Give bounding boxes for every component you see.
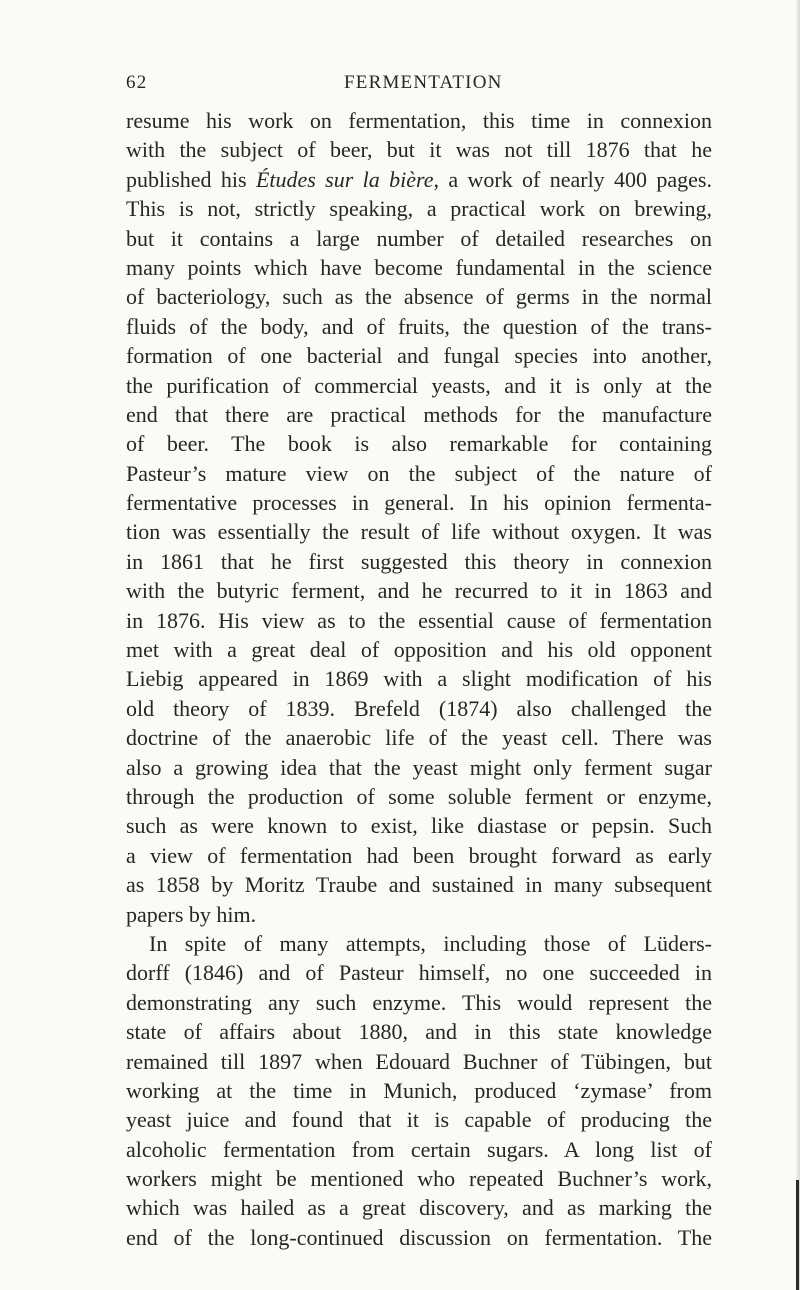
paragraph-end-line: papers by him. <box>126 901 257 927</box>
text-line: fluids of the body, and of fruits, the question of the trans- <box>126 313 712 339</box>
text-line: of beer. The book is also remarkable for containing <box>126 431 712 457</box>
running-head: FERMENTATION <box>344 72 503 93</box>
text-line: in 1876. His view as to the essential cause of fermentation <box>126 607 712 633</box>
paragraph-start-line: In spite of many attempts, including those of Lüders- <box>149 930 712 956</box>
text-line: but it contains a large number of detailed researches on <box>126 225 712 251</box>
text-line: alcoholic fermentation from certain sugars. A long list of <box>126 1136 712 1162</box>
text-line: such as were known to exist, like diastase or pepsin. Such <box>126 813 712 839</box>
binding-shadow <box>796 1180 799 1290</box>
text-line: end that there are practical methods for the manufacture <box>126 401 712 427</box>
book-title: Études sur la bière <box>255 166 434 192</box>
text-line: as 1858 by Moritz Traube and sustained in many subsequent <box>126 872 712 898</box>
text-line: yeast juice and found that it is capable of producing the <box>126 1107 712 1133</box>
text-line: dorff (1846) and of Pasteur himself, no one succeeded in <box>126 960 712 986</box>
text-line: the purification of commercial yeasts, and it is only at the <box>126 372 712 398</box>
text-line: published his Études sur la bière, a work of nearly 400 pages. <box>126 166 712 192</box>
text-line: state of affairs about 1880, and in this state knowledge <box>126 1019 712 1045</box>
text-line: workers might be mentioned who repeated Buchner’s work, <box>126 1166 712 1192</box>
text-line: in 1861 that he first suggested this theory in connexion <box>126 548 712 574</box>
text-line: met with a great deal of opposition and his old opponent <box>126 637 712 663</box>
text-line: tion was essentially the result of life without oxygen. It was <box>126 519 712 545</box>
text-line: a view of fermentation had been brought forward as early <box>126 842 712 868</box>
page-number: 62 <box>126 72 148 93</box>
text-line: resume his work on fermentation, this time in connexion <box>126 108 712 133</box>
text-line: This is not, strictly speaking, a practical work on brewing, <box>126 196 712 222</box>
text-line: with the butyric ferment, and he recurred to it in 1863 and <box>126 578 712 604</box>
text-line: which was hailed as a great discovery, and as marking the <box>126 1195 712 1221</box>
text-line: remained till 1897 when Edouard Buchner of Tübingen, but <box>126 1048 712 1074</box>
text-line: demonstrating any such enzyme. This would represent the <box>126 989 712 1015</box>
text-line: old theory of 1839. Brefeld (1874) also challenged the <box>126 695 712 721</box>
text-line: doctrine of the anaerobic life of the yeast cell. There was <box>126 725 712 751</box>
text-line: through the production of some soluble ferment or enzyme, <box>126 783 712 809</box>
text-line: of bacteriology, such as the absence of germs in the normal <box>126 284 712 310</box>
body-text <box>126 106 712 1252</box>
text-line: Pasteur’s mature view on the subject of the nature of <box>126 460 712 486</box>
text-line: Liebig appeared in 1869 with a slight modification of his <box>126 666 712 692</box>
text-line: also a growing idea that the yeast might only ferment sugar <box>126 754 712 780</box>
page-edge <box>796 0 800 1290</box>
page-header <box>126 72 706 100</box>
text-line: end of the long-continued discussion on fermentation. The <box>126 1224 712 1250</box>
text-line: working at the time in Munich, produced ‘zymase’ from <box>126 1077 712 1103</box>
text-line: many points which have become fundamental in the science <box>126 254 712 280</box>
text-line: with the subject of beer, but it was not till 1876 that he <box>126 137 712 163</box>
text-line: formation of one bacterial and fungal species into another, <box>126 343 712 369</box>
text-line: fermentative processes in general. In his opinion fermenta- <box>126 490 712 516</box>
